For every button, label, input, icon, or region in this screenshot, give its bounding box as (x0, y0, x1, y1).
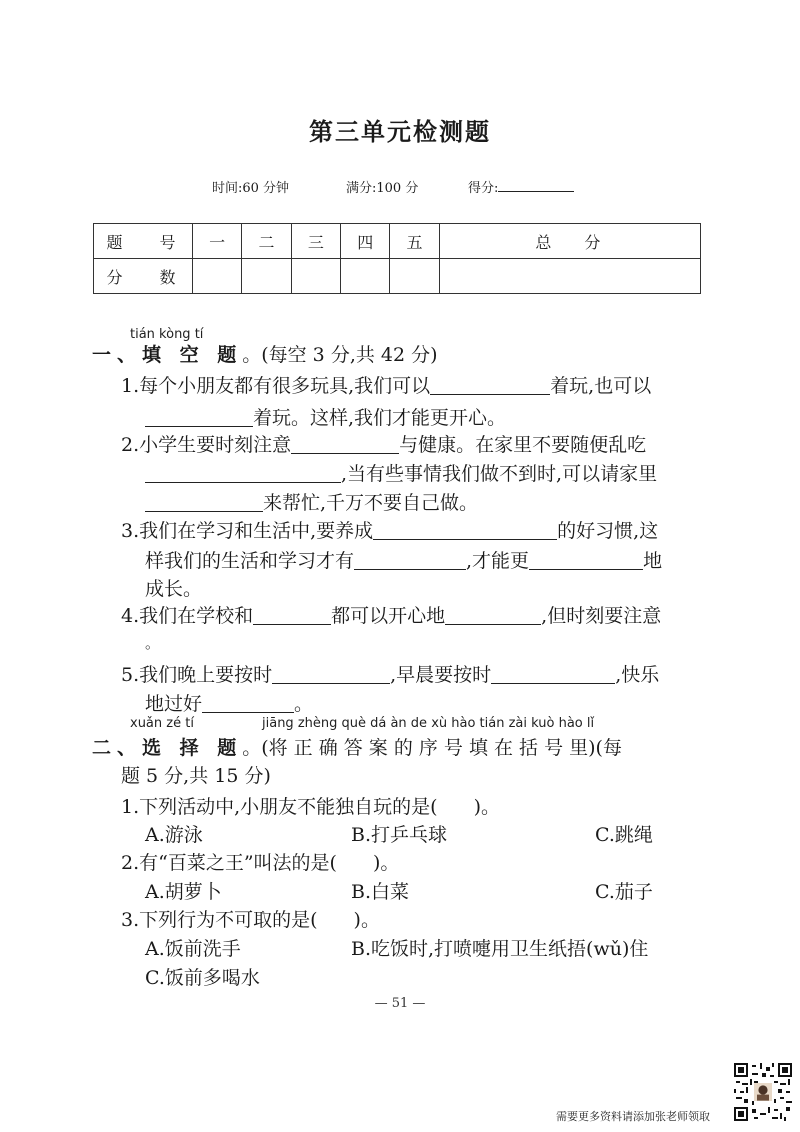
q1-line1 (121, 371, 651, 401)
section2-pinyin-note: jiāng zhèng què dá àn de xù hào tián zài kuò hào lǐ (262, 716, 595, 731)
q4-blank1[interactable] (253, 602, 331, 625)
q3-text: 3.我们在学习和生活中,要养成 (121, 520, 374, 542)
table-cell-blank[interactable] (390, 259, 439, 294)
section1-note: 。(每空 3 分,共 42 分) (242, 344, 438, 366)
table-cell: 五 (390, 224, 439, 259)
mc-q3-text: )。 (353, 909, 380, 931)
q2-text: 来帮忙,千万不要自己做。 (263, 492, 479, 514)
q5-line2 (145, 689, 313, 719)
page-title: 第三单元检测题 (309, 118, 491, 146)
mc-q1-option-a: A.游泳 (145, 824, 203, 846)
table-cell: 一 (193, 224, 242, 259)
mc-q1-text: 1.下列活动中,小朋友不能独自玩的是( (121, 796, 438, 818)
mc-q3-option-c: C.饭前多喝水 (145, 967, 260, 989)
section2-pinyin-heading: xuǎn zé tí (130, 716, 194, 731)
table-cell: 分 数 (94, 259, 193, 294)
q4-line2: 。 (145, 634, 161, 652)
q2-line1 (121, 430, 646, 460)
mc-q1-stem (121, 792, 500, 822)
q4-text: 都可以开心地 (331, 605, 446, 627)
footer-note: 需要更多资料请添加张老师领取 (556, 1110, 710, 1123)
score-label: 得分: (468, 181, 499, 196)
full-score: 满分:100 分 (346, 181, 419, 196)
q1-blank1[interactable] (430, 372, 550, 395)
q1-blank2[interactable] (145, 404, 253, 427)
q2-text: 2.小学生要时刻注意 (121, 434, 292, 456)
q5-text: 。 (294, 693, 314, 715)
table-cell-blank[interactable] (242, 259, 291, 294)
section2-heading-row (92, 733, 622, 763)
time-limit: 时间:60 分钟 (212, 181, 290, 196)
q5-text: ,快乐 (615, 664, 660, 686)
q2-text: 与健康。在家里不要随便乱吃 (399, 434, 647, 456)
section1-heading: 一、填 空 题 (92, 344, 243, 366)
q3-blank3[interactable] (529, 547, 643, 570)
score-table-header-row (94, 224, 701, 259)
q5-blank3[interactable] (202, 690, 294, 713)
q2-blank3[interactable] (145, 489, 263, 512)
q5-blank1[interactable] (272, 661, 390, 684)
score-blank[interactable] (498, 177, 574, 192)
q3-text: ,才能更 (466, 550, 530, 572)
q3-blank2[interactable] (354, 547, 466, 570)
q4-text: 4.我们在学校和 (121, 605, 254, 627)
q4-text: ,但时刻要注意 (541, 605, 662, 627)
q5-text: 地过好 (145, 693, 203, 715)
mc-q2-stem (121, 848, 399, 878)
table-cell-blank[interactable] (439, 259, 700, 294)
score-table (93, 223, 701, 294)
section2-heading: 二、选 择 题 (92, 737, 243, 759)
q3-text: 的好习惯,这 (557, 520, 659, 542)
q1-text: 着玩,也可以 (550, 375, 652, 397)
q5-text: 5.我们晚上要按时 (121, 664, 273, 686)
table-cell: 三 (291, 224, 340, 259)
mc-q2-text: )。 (372, 852, 400, 874)
q4-blank2[interactable] (445, 602, 541, 625)
mc-q1-option-b: B.打乒乓球 (351, 824, 448, 846)
mc-q3-option-a: A.饭前洗手 (145, 938, 241, 960)
q3-line3: 成长。 (145, 578, 203, 600)
q1-text: 着玩。这样,我们才能更开心。 (253, 407, 507, 429)
q5-blank2[interactable] (491, 661, 615, 684)
q5-line1 (121, 660, 659, 690)
table-cell: 总 分 (439, 224, 700, 259)
q5-text: ,早晨要按时 (390, 664, 492, 686)
table-cell: 四 (341, 224, 390, 259)
page-number: — 51 — (374, 996, 426, 1011)
q2-blank1[interactable] (291, 431, 399, 454)
section2-note: 。(将 正 确 答 案 的 序 号 填 在 括 号 里)(每 (242, 737, 622, 759)
section2-note2: 题 5 分,共 15 分) (121, 765, 271, 787)
mc-q2-option-b: B.白菜 (351, 881, 410, 903)
qr-code-icon (734, 1063, 792, 1121)
q2-text: ,当有些事情我们做不到时,可以请家里 (341, 463, 658, 485)
q1-line2 (145, 403, 506, 433)
score-field (468, 177, 574, 196)
mc-q3-option-b: B.吃饭时,打喷嚏用卫生纸捂(wǔ)住 (351, 938, 649, 960)
table-cell-blank[interactable] (193, 259, 242, 294)
q3-text: 地 (643, 550, 663, 572)
table-cell: 题 号 (94, 224, 193, 259)
mc-q1-text: )。 (473, 796, 501, 818)
mc-q1-option-c: C.跳绳 (595, 824, 653, 846)
table-cell: 二 (242, 224, 291, 259)
section1-pinyin: tián kòng tí (130, 327, 204, 342)
mc-q2-option-c: C.茄子 (595, 881, 653, 903)
q2-blank2[interactable] (145, 460, 341, 483)
q1-text: 1.每个小朋友都有很多玩具,我们可以 (121, 375, 431, 397)
score-table-score-row (94, 259, 701, 294)
section1-heading-row (92, 340, 438, 370)
q3-line1 (121, 516, 658, 546)
mc-q3-stem (121, 905, 380, 935)
table-cell-blank[interactable] (291, 259, 340, 294)
q3-text: 样我们的生活和学习才有 (145, 550, 355, 572)
q3-line2 (145, 546, 662, 576)
mc-q3-text: 3.下列行为不可取的是( (121, 909, 318, 931)
q4-line1 (121, 601, 661, 631)
mc-q2-option-a: A.胡萝卜 (145, 881, 222, 903)
q2-line2 (145, 459, 657, 489)
table-cell-blank[interactable] (341, 259, 390, 294)
mc-q2-text: 2.有“百菜之王”叫法的是( (121, 852, 337, 874)
q3-blank1[interactable] (373, 517, 557, 540)
q2-line3 (145, 488, 478, 518)
